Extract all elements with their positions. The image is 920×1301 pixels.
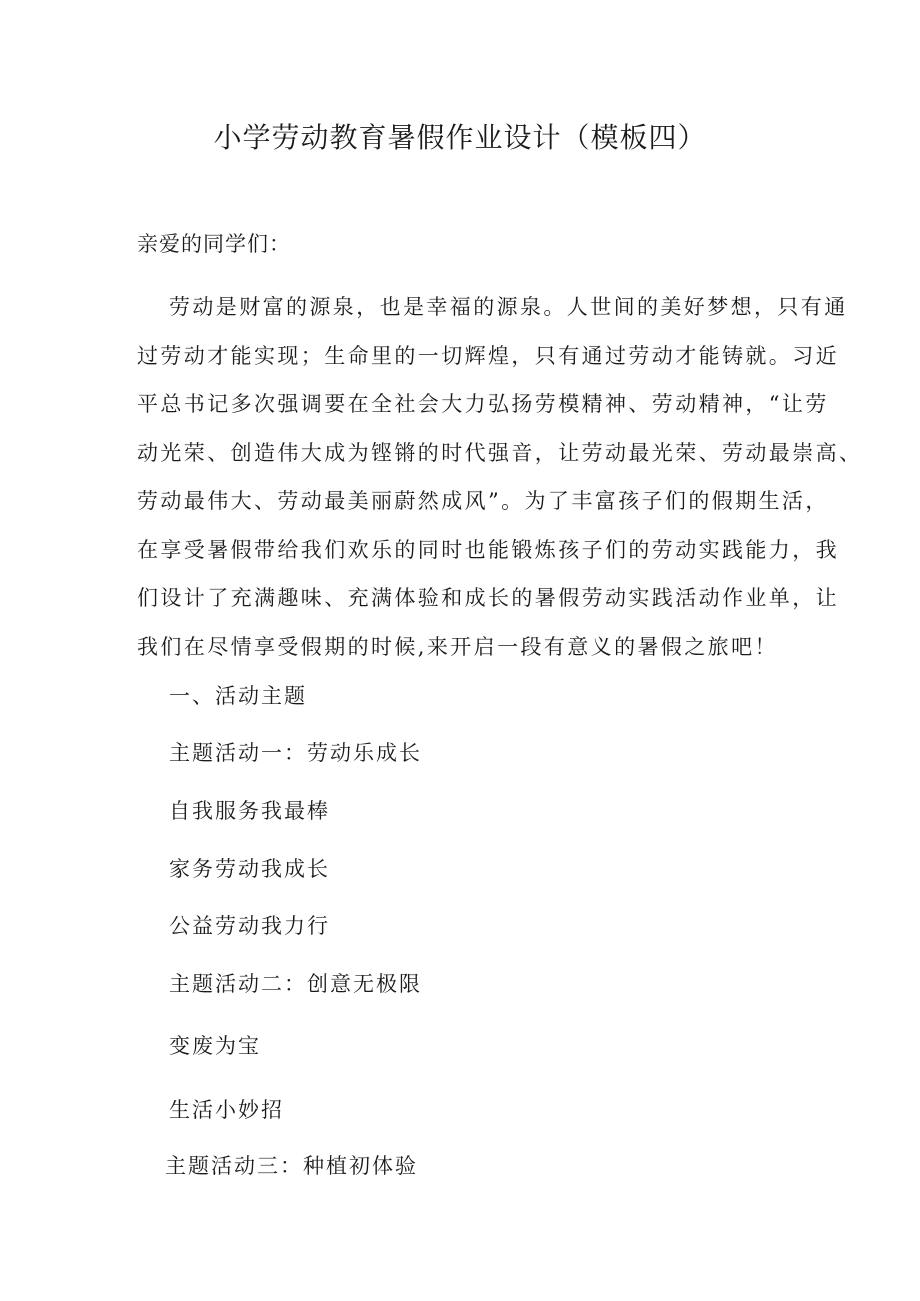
paragraph-line: 在享受暑假带给我们欢乐的同时也能锻炼孩子们的劳动实践能力，我 xyxy=(137,537,839,562)
salutation: 亲爱的同学们： xyxy=(137,232,291,256)
list-item: 家务劳动我成长 xyxy=(169,857,330,881)
paragraph-line: 们设计了充满趣味、充满体验和成长的暑假劳动实践活动作业单，让 xyxy=(137,586,839,610)
list-item: 主题活动一：劳动乐成长 xyxy=(169,741,422,765)
paragraph-line: 劳动最伟大、劳动最美丽蔚然成风”。为了丰富孩子们的假期生活， xyxy=(137,489,829,513)
section-heading: 一、活动主题 xyxy=(169,684,307,708)
list-item: 主题活动二：创意无极限 xyxy=(169,972,422,996)
paragraph-line: 平总书记多次强调要在全社会大力弘扬劳模精神、劳动精神，“让劳 xyxy=(137,392,829,416)
intro-paragraph xyxy=(137,283,863,671)
list-item: 公益劳动我力行 xyxy=(169,914,330,938)
document-title: 小学劳动教育暑假作业设计（模板四） xyxy=(213,121,707,154)
list-item: 变废为宝 xyxy=(169,1034,261,1058)
paragraph-line: 动光荣、创造伟大成为铿锵的时代强音，让劳动最光荣、劳动最崇高、 xyxy=(137,440,863,465)
list-item: 自我服务我最棒 xyxy=(169,799,330,823)
paragraph-line: 过劳动才能实现；生命里的一切辉煌，只有通过劳动才能铸就。习近 xyxy=(137,343,839,368)
paragraph-line: 劳动是财富的源泉，也是幸福的源泉。人世间的美好梦想，只有通 xyxy=(169,295,848,319)
list-item: 主题活动三：种植初体验 xyxy=(165,1154,418,1178)
paragraph-line: 我们在尽情享受假期的时候,来开启一段有意义的暑假之旅吧！ xyxy=(137,634,778,659)
list-item: 生活小妙招 xyxy=(169,1098,284,1122)
